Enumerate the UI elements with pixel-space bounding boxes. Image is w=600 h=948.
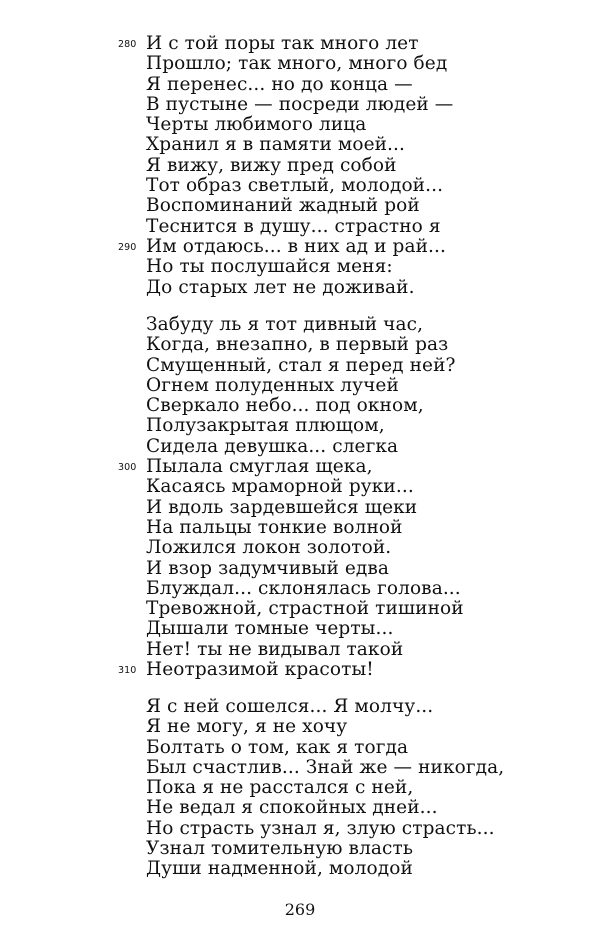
verse-text: Я вижу, вижу пред собой	[146, 154, 397, 176]
line-number: 310	[118, 665, 137, 677]
verse-line	[146, 54, 453, 74]
verse-text: Когда, внезапно, в первый раз	[146, 334, 449, 356]
verse-line	[146, 335, 464, 355]
verse-text: И взор задумчивый едва	[146, 557, 390, 579]
verse-text: Смущенный, стал я перед ней?	[146, 354, 456, 376]
verse-line	[146, 396, 464, 416]
verse-line	[146, 156, 453, 176]
verse-line	[118, 659, 464, 681]
verse-text: Был счастлив... Знай же — никогда,	[146, 756, 505, 778]
line-number: 290	[118, 241, 137, 253]
verse-text: И с той поры так много лет	[146, 33, 419, 54]
verse-line	[118, 33, 453, 54]
verse-line	[146, 217, 453, 237]
verse-text: Я с ней сошелся... Я молчу...	[146, 696, 434, 717]
verse-line	[146, 95, 453, 115]
stanza-1	[118, 33, 454, 298]
verse-text: И вдоль зардевшейся щеки	[146, 496, 418, 518]
stanza-2	[118, 314, 464, 681]
verse-text: Полузакрытая плющом,	[146, 415, 385, 437]
verse-line	[146, 376, 464, 396]
verse-text: Сидела девушка... слегка	[146, 435, 399, 457]
verse-line	[146, 798, 504, 818]
stanza-3	[146, 697, 504, 880]
verse-text: На пальцы тонкие волной	[146, 516, 403, 538]
verse-line	[146, 819, 504, 839]
verse-text: Не ведал я спокойных дней...	[146, 797, 438, 819]
verse-line	[118, 456, 464, 478]
verse-line	[146, 778, 504, 798]
verse-line	[146, 640, 464, 660]
verse-line	[146, 176, 453, 196]
verse-text: Неотразимой красоты!	[146, 659, 374, 681]
verse-text: Я не могу, я не хочу	[146, 716, 348, 738]
verse-line	[146, 356, 464, 376]
verse-line	[146, 75, 453, 95]
verse-text: Огнем полуденных лучей	[146, 374, 399, 396]
verse-line	[146, 115, 453, 135]
verse-text: Узнал томительную власть	[146, 838, 414, 860]
verse-text: Им отдаюсь... в них ад и рай...	[146, 235, 446, 257]
verse-line	[146, 518, 464, 538]
verse-text: Сверкало небо... под окном,	[146, 395, 424, 417]
verse-text: Дышали томные черты...	[146, 618, 394, 640]
verse-line	[146, 559, 464, 579]
verse-text: Воспоминаний жадный рой	[146, 195, 420, 217]
verse-text: Черты любимого лица	[146, 114, 367, 136]
verse-text: Души надменной, молодой	[146, 858, 413, 880]
verse-line	[146, 839, 504, 859]
verse-text: Нет! ты не видывал такой	[146, 638, 404, 660]
verse-line	[146, 135, 453, 155]
verse-text: В пустыне — посреди людей —	[146, 93, 454, 115]
verse-line	[146, 697, 504, 717]
verse-text: Болтать о том, как я тогда	[146, 736, 409, 758]
verse-text: Тот образ светлый, молодой...	[146, 175, 444, 197]
verse-line	[146, 315, 464, 335]
verse-line	[146, 619, 464, 639]
verse-line	[146, 498, 464, 518]
verse-line	[118, 235, 453, 257]
verse-text: Пока я не расстался с ней,	[146, 777, 414, 799]
verse-text: Тревожной, страстной тишиной	[146, 598, 464, 620]
verse-line	[146, 738, 504, 758]
line-number: 280	[118, 39, 137, 50]
line-number: 300	[118, 462, 137, 474]
verse-line	[146, 196, 453, 216]
verse-line	[146, 437, 464, 457]
page-number: 269	[284, 900, 316, 919]
verse-line	[146, 278, 453, 298]
verse-text: Ложился локон золотой.	[146, 537, 392, 559]
verse-text: Касаясь мраморной руки...	[146, 476, 414, 498]
verse-line	[146, 257, 453, 277]
verse-text: Но ты послушайся меня:	[146, 256, 393, 278]
verse-line	[146, 758, 504, 778]
verse-text: Прошло; так много, много бед	[146, 53, 448, 75]
verse-line	[146, 538, 464, 558]
verse-line	[146, 599, 464, 619]
verse-text: Теснится в душу... страстно я	[146, 215, 441, 237]
verse-text: Пылала смуглая щека,	[146, 456, 373, 478]
verse-line	[146, 416, 464, 436]
verse-text: Я перенес... но до конца —	[146, 73, 413, 95]
verse-text: Но страсть узнал я, злую страсть...	[146, 817, 495, 839]
verse-text: Блуждал... склонялась голова...	[146, 577, 461, 599]
verse-text: До старых лет не доживай.	[146, 276, 415, 298]
verse-line	[146, 579, 464, 599]
verse-text: Забуду ль я тот дивный час,	[146, 314, 424, 335]
verse-line	[146, 859, 504, 879]
verse-line	[146, 477, 464, 497]
verse-text: Хранил я в памяти моей...	[146, 134, 405, 156]
verse-line	[146, 717, 504, 737]
